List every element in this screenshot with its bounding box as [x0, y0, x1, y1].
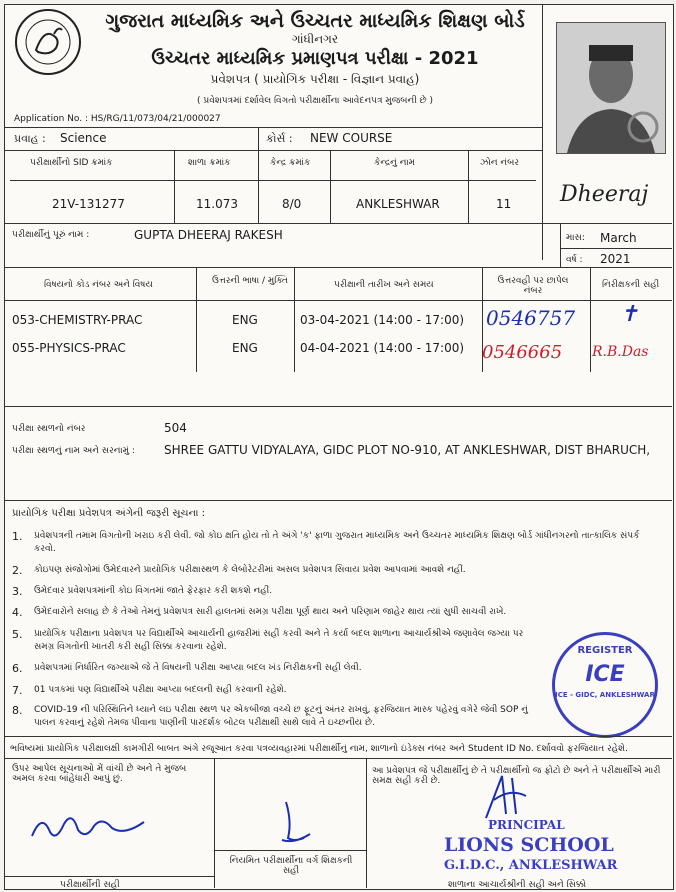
datetime-row-1: 03-04-2021 (14:00 - 17:00) [300, 313, 465, 327]
school-no-header: શાળા ક્રમાંક [188, 158, 231, 168]
instruction-number: 6. [12, 662, 23, 675]
invigilator-sign-row-2: R.B.Das [592, 344, 649, 360]
language-header: ઉત્તરની ભાષા / મુક્તિ [212, 276, 288, 286]
person-photo-icon [557, 23, 665, 153]
course-value: NEW COURSE [310, 131, 393, 145]
stamp-register-text: REGISTER [577, 645, 633, 656]
candidate-name: GUPTA DHEERAJ RAKESH [134, 228, 283, 242]
language-row-1: ENG [232, 313, 258, 327]
instruction-number: 5. [12, 628, 23, 641]
language-row-2: ENG [232, 341, 258, 355]
instruction-item: 01 પત્રકમાં પણ વિદ્યાર્થીએ પરીક્ષા આપ્યા બદલની સહી કરવાની રહેશે. [34, 685, 287, 695]
instruction-item: ઉમેદવાર પ્રવેશપત્રમાંની કોઇ વિગતમાં જાતે ફેરફાર કરી શકશે નહીં. [34, 586, 273, 596]
invigilator-sign-row-1: ✝ [620, 302, 639, 327]
instruction-item: પ્રવેશપત્રમાં નિર્ધારિત જગ્યાએ જે તે વિષયની પરીક્ષા આપ્યા બદલ ખંડ નિરીક્ષકની સહી લેવી. [34, 663, 362, 673]
sid-value: 21V-131277 [52, 197, 125, 211]
instruction-item: કોઇપણ સંજોગોમાં ઉમેદવારને પ્રાયોગિક પરીક્ષાસ્થળ કે લેબોરેટરીમાં અસલ પ્રવેશપત્ર સિવાય પ્રવેશ આપવામાં આવશે નહીં. [34, 565, 466, 575]
month-value: March [600, 231, 637, 245]
school-name: LIONS SCHOOL [444, 834, 614, 856]
exam-title: ઉચ્ચતર માધ્યમિક પ્રમાણપત્ર પરીક્ષા - 2021 [151, 48, 479, 69]
candidate-signature-caption: પરીક્ષાર્થીની સહી [60, 880, 120, 890]
sid-header: પરીક્ષાર્થીનો SID ક્રમાંક [30, 158, 113, 168]
admit-subtitle: પ્રવેશપત્ર ( પ્રાયોગિક પરીક્ષા - વિજ્ઞાન પ્રવાહ) [210, 72, 420, 86]
centre-no-header: કેન્દ્ર ક્રમાંક [270, 158, 311, 168]
name-label: પરીક્ષાર્થીનું પૂરું નામ : [12, 230, 90, 240]
principal-signature-icon [476, 770, 536, 824]
stream-label: પ્રવાહ : [14, 132, 46, 145]
subject-header: વિષયનો કોડ નંબર અને વિષય [44, 280, 153, 290]
subject-row-2: 055-PHYSICS-PRAC [12, 341, 126, 355]
subject-row-1: 053-CHEMISTRY-PRAC [12, 313, 143, 327]
board-city: ગાંધીનગર [291, 32, 339, 46]
stamp-center-text: ICE [585, 662, 625, 687]
centre-name-value: ANKLESHWAR [356, 197, 440, 211]
sheet-no-row-1: 0546757 [486, 306, 576, 330]
header-note: ( પ્રવેશપત્રમાં દર્શાવેલ વિગતો પરીક્ષાર્થીના આવેદનપત્ર મુજબની છે ) [197, 96, 433, 106]
datetime-header: પરીક્ષાની તારીખ અને સમય [334, 280, 434, 290]
zone-header: ઝોન નંબર [480, 158, 519, 168]
stream-value: Science [60, 131, 107, 145]
candidate-signature-sample: Dheeraj [560, 182, 649, 207]
datetime-row-2: 04-04-2021 (14:00 - 17:00) [300, 341, 465, 355]
instruction-item: પ્રાયોગિક પરીક્ષાના પ્રવેશપત્ર પર વિદ્યાર્થીએ આચાર્યની હાજરીમાં સહી કરવી અને તે કર્યા બદલ શાળાના આચાર્યશ્રીએ જણાવેલ જગ્યા પર સમગ્ર વિગતોની ખાતરી કરી સહી સિક્કા કરવાના રહેશે. [34, 629, 524, 652]
principal-title: PRINCIPAL [488, 818, 565, 832]
teacher-signature-caption: નિયમિત પરીક્ષાર્થીના વર્ગ શિક્ષકની સહી [229, 856, 353, 876]
instruction-item: પ્રવેશપત્રની તમામ વિગતોની ખરાઇ કરી લેવી. જો કોઇ ક્ષતિ હોય તો તે અંગે 'ક' ફાળા ગુજરાત માધ્યમિક અને ઉચ્ચતર માધ્યમિક શિક્ષણ બોર્ડ ગાંધીનગરનો તાત્કાલિક સંપર્ક કરવો. [34, 531, 640, 554]
instruction-number: 7. [12, 684, 23, 697]
instruction-item: COVID-19 ની પરિસ્થિતિને ધ્યાને લઇ પરીક્ષા સ્થળ પર એકબીજા વચ્ચે છ ફૂટનું અંતર રાખવું, ફરજિયાત માસ્ક પહેરવું વગેરે જેવી SOP નું પાલન કરવાનું રહેશે તેમજ પીવાના પાણીની પારદર્શક બોટલ પરીક્ષાથી સાથે લાવે તે ઇચ્છનીય છે. [34, 705, 528, 728]
instruction-number: 8. [12, 704, 23, 717]
sheet-no-header: ઉત્તરવહી પર છાપેલ નંબર [497, 276, 569, 296]
month-label: માસ: [566, 233, 585, 243]
centre-name-header: કેન્દ્રનું નામ [374, 158, 416, 168]
venue-address-label: પરીક્ષા સ્થળનું નામ અને સરનામું : [12, 446, 135, 456]
board-logo-icon [14, 8, 82, 76]
year-label: વર્ષ : [566, 255, 583, 265]
stamp-ring-text: ICE - GIDC, ANKLESHWAR [555, 691, 655, 699]
instructions-footer: ભવિષ્યમાં પ્રાયોગિક પરીક્ષાલક્ષી કામગીરી બાબત અંગે રજૂઆત કરવા પત્રવ્યવહારમાં પરીક્ષાર્થીનું નામ, શાળાનો ઇંડેક્સ નંબર અને Student ID No. દર્શાવવો ફરજિયાત રહેશે. [10, 744, 628, 754]
candidate-signature-icon [28, 806, 148, 846]
board-name: ગુજરાત માધ્યમિક અને ઉચ્ચતર માધ્યમિક શિક્ષણ બોર્ડ [105, 10, 525, 32]
instruction-item: ઉમેદવારોને સલાહ છે કે તેઓ તેમનું પ્રવેશપત્ર સારી હાલતમાં સમગ્ર પરીક્ષા પૂર્ણ થાય અને પરિણામ જાહેર થાય ત્યાં સુધી સાચવી રાખે. [34, 607, 507, 617]
teacher-signature-icon [270, 798, 320, 848]
year-value: 2021 [600, 252, 631, 266]
school-address: G.I.D.C., ANKLESHWAR [444, 858, 618, 873]
venue-no-label: પરીક્ષા સ્થળનો નંબર [12, 424, 86, 434]
register-stamp [552, 632, 658, 738]
candidate-declaration: ઉપર આપેલ સૂચનાઓ મેં વાંચી છે અને તે મુજબ અમલ કરવા બાંહેધારી આપું છું. [12, 764, 187, 784]
venue-no: 504 [164, 421, 187, 435]
application-number: Application No. : HS/RG/11/073/04/21/000027 [14, 114, 221, 124]
instructions-title: પ્રાયોગિક પરીક્ષા પ્રવેશપત્ર અંગેની જરૂરી સૂચના : [12, 508, 205, 519]
invigilator-header: નિરીક્ષકની સહી [602, 280, 660, 290]
course-label: કોર્સ : [266, 132, 293, 145]
instruction-number: 1. [12, 530, 23, 543]
centre-no-value: 8/0 [282, 197, 302, 211]
principal-declaration: આ પ્રવેશપત્ર જે પરીક્ષાર્થીનું છે તે પરીક્ષાર્થીનો જ ફોટો છે અને તે પરીક્ષાર્થીએ મારી સમક્ષ સહી કરી છે. [372, 766, 661, 786]
venue-address: SHREE GATTU VIDYALAYA, GIDC PLOT NO-910, AT ANKLESHWAR, DIST BHARUCH, [164, 443, 651, 457]
sheet-no-row-2: 0546665 [482, 342, 563, 363]
instruction-number: 3. [12, 585, 23, 598]
candidate-photo [556, 22, 666, 154]
school-no-value: 11.073 [196, 197, 238, 211]
instruction-number: 2. [12, 564, 23, 577]
instruction-number: 4. [12, 606, 23, 619]
principal-signature-caption: શાળાના આચાર્યશ્રીની સહી અને સિક્કો [448, 880, 587, 890]
zone-value: 11 [496, 197, 512, 211]
